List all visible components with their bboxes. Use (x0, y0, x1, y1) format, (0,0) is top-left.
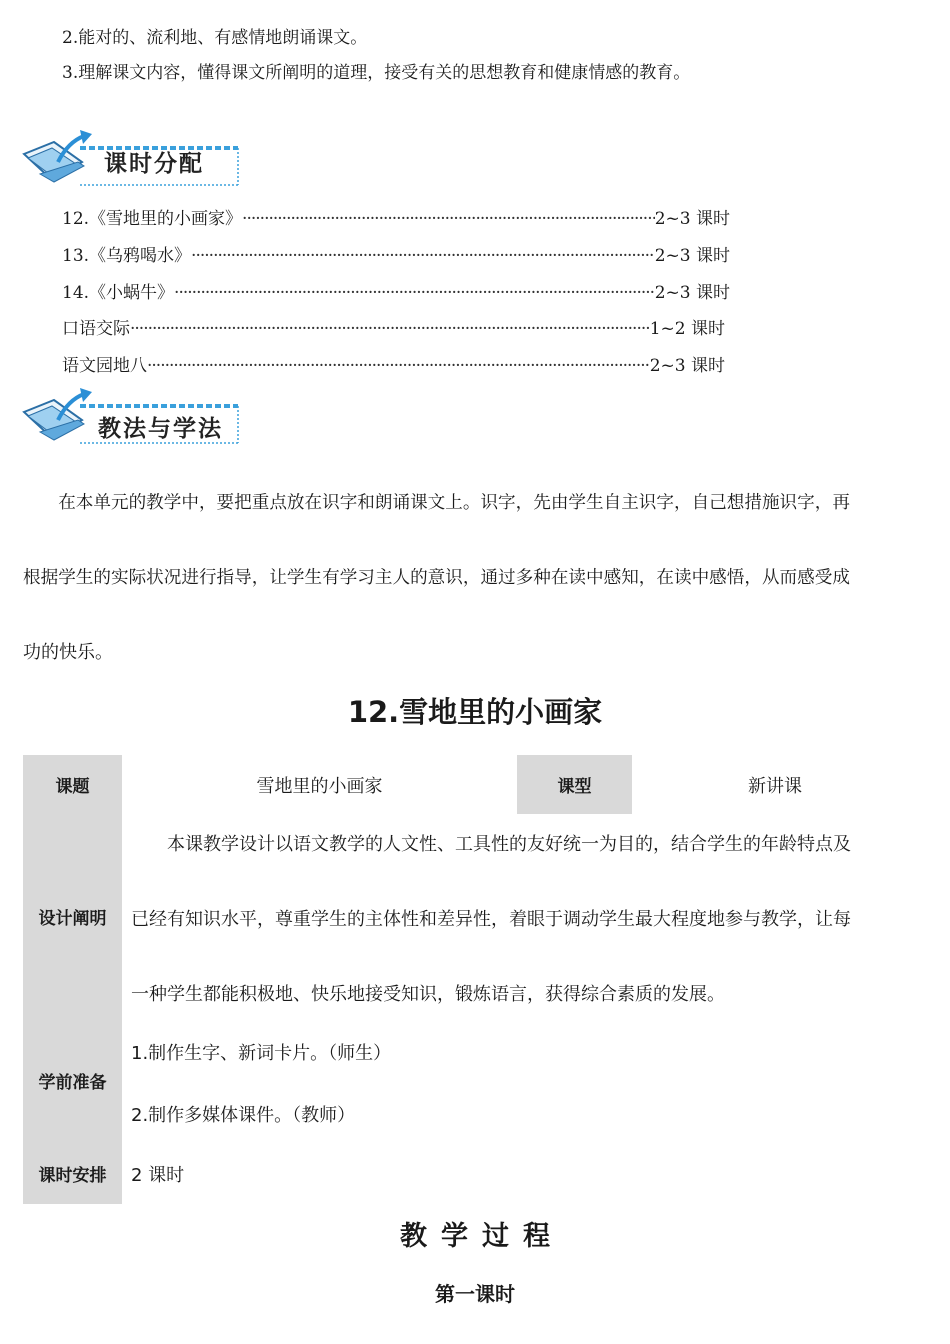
design-line: 已经有知识水平，尊重学生的主体性和差异性，着眼于调动学生最大程度地参与教学，让每 (131, 909, 851, 930)
paragraph-line: 功的快乐。 (23, 642, 113, 663)
schedule-item-hours: 2~3 课时 (654, 283, 730, 303)
prep-line: 2.制作多媒体课件。（教师） (131, 1105, 356, 1126)
prep-line: 1.制作生字、新词卡片。（师生） (131, 1043, 392, 1064)
design-line: 一种学生都能积极地、快乐地接受知识，锻炼语言，获得综合素质的发展。 (131, 984, 725, 1005)
design-label: 设计阐明 (38, 908, 107, 929)
schedule-value: 2 课时 (131, 1165, 185, 1186)
schedule-item-name: 14.《小蜗牛》 (62, 283, 175, 303)
leader-dots (242, 208, 655, 230)
schedule-item-hours: 2~3 课时 (654, 246, 730, 266)
leader-dots (191, 245, 655, 267)
prep-label: 学前准备 (38, 1072, 107, 1093)
topic-label: 课题 (23, 755, 122, 814)
topic-value: 雪地里的小画家 (256, 775, 383, 797)
paragraph-line: 在本单元的教学中，要把重点放在识字和朗诵课文上。识字，先由学生自主识字，自己想措施识字，再 (23, 493, 850, 513)
schedule-item-hours: 1~2 课时 (649, 319, 725, 339)
schedule-row (62, 208, 730, 230)
schedule-item-name: 口语交际 (62, 319, 130, 339)
schedule-row (62, 282, 730, 304)
goal-item: 3.理解课文内容，懂得课文所阐明的道理，接受有关的思想教育和健康情感的教育。 (62, 63, 691, 83)
type-value: 新讲课 (748, 775, 802, 797)
schedule-item-hours: 2~3 课时 (654, 209, 730, 229)
section-title: 教法与学法 (98, 416, 223, 442)
leader-dots (130, 318, 650, 340)
goal-item: 2.能对的、流利地、有感情地朗诵课文。 (62, 28, 368, 48)
leader-dots (174, 282, 655, 304)
design-line: 本课教学设计以语文教学的人文性、工具性的友好统一为目的，结合学生的年龄特点及 (131, 834, 851, 855)
type-label: 课型 (517, 755, 632, 814)
leader-dots (147, 355, 650, 377)
schedule-item-name: 13.《乌鸦喝水》 (62, 246, 192, 266)
section-title: 课时分配 (104, 151, 204, 177)
process-title: 教学过程 (400, 1221, 564, 1252)
schedule-row (62, 318, 725, 340)
lesson-title: 12.雪地里的小画家 (347, 695, 603, 729)
schedule-item-name: 语文园地八 (62, 356, 147, 376)
schedule-row (62, 355, 725, 377)
paragraph-line: 根据学生的实际状况进行指导，让学生有学习主人的意识，通过多种在读中感知，在读中感悟，从而感受成 (23, 568, 850, 588)
section-header-schedule (20, 128, 242, 188)
period-title: 第一课时 (435, 1282, 515, 1306)
schedule-item-hours: 2~3 课时 (649, 356, 725, 376)
schedule-item-name: 12.《雪地里的小画家》 (62, 209, 243, 229)
schedule-label: 课时安排 (38, 1165, 107, 1186)
section-header-methods (20, 386, 242, 446)
schedule-row (62, 245, 730, 267)
